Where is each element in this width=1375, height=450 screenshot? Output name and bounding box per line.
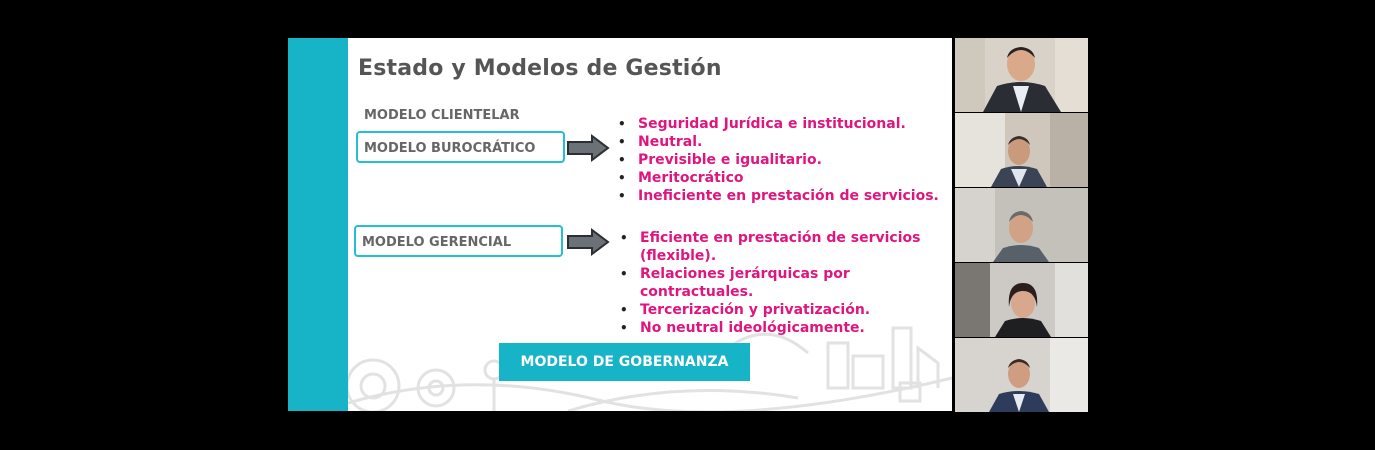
slide-accent-bar [288,38,348,411]
list-item: • Neutral. [618,133,939,151]
burocratico-points [618,115,939,205]
list-item: • Ineficiente en prestación de servicios. [618,187,939,205]
list-item: • Meritocrático [618,169,939,187]
participant-tile[interactable] [955,263,1088,337]
modelo-gobernanza-button[interactable]: MODELO DE GOBERNANZA [499,343,750,381]
participant-tile[interactable] [955,338,1088,412]
model-clientelar-label: MODELO CLIENTELAR [364,108,520,123]
participant-video-icon [955,338,1088,412]
participant-video-icon [955,188,1088,262]
shared-slide [288,38,952,411]
list-item: • Tercerización y privatización. [620,301,950,319]
list-item: • Relaciones jerárquicas por contractuales. [620,265,950,301]
participant-video-icon [955,263,1088,337]
participant-video-icon [955,38,1088,112]
model-gerencial-label: MODELO GERENCIAL [362,235,512,250]
list-item: • No neutral ideológicamente. [620,319,950,337]
list-item: • Previsible e igualitario. [618,151,939,169]
model-burocratico-label: MODELO BUROCRÁTICO [364,141,536,156]
slide-title: Estado y Modelos de Gestión [358,56,722,81]
participant-tile[interactable] [955,38,1088,112]
arrow-right-icon [566,134,610,162]
list-item: • Eficiente en prestación de servicios (flexible). [620,229,950,265]
list-item: • Seguridad Jurídica e institucional. [618,115,939,133]
participant-tile[interactable] [955,113,1088,187]
arrow-right-icon [566,228,610,256]
participant-video-icon [955,113,1088,187]
participant-tile[interactable] [955,188,1088,262]
